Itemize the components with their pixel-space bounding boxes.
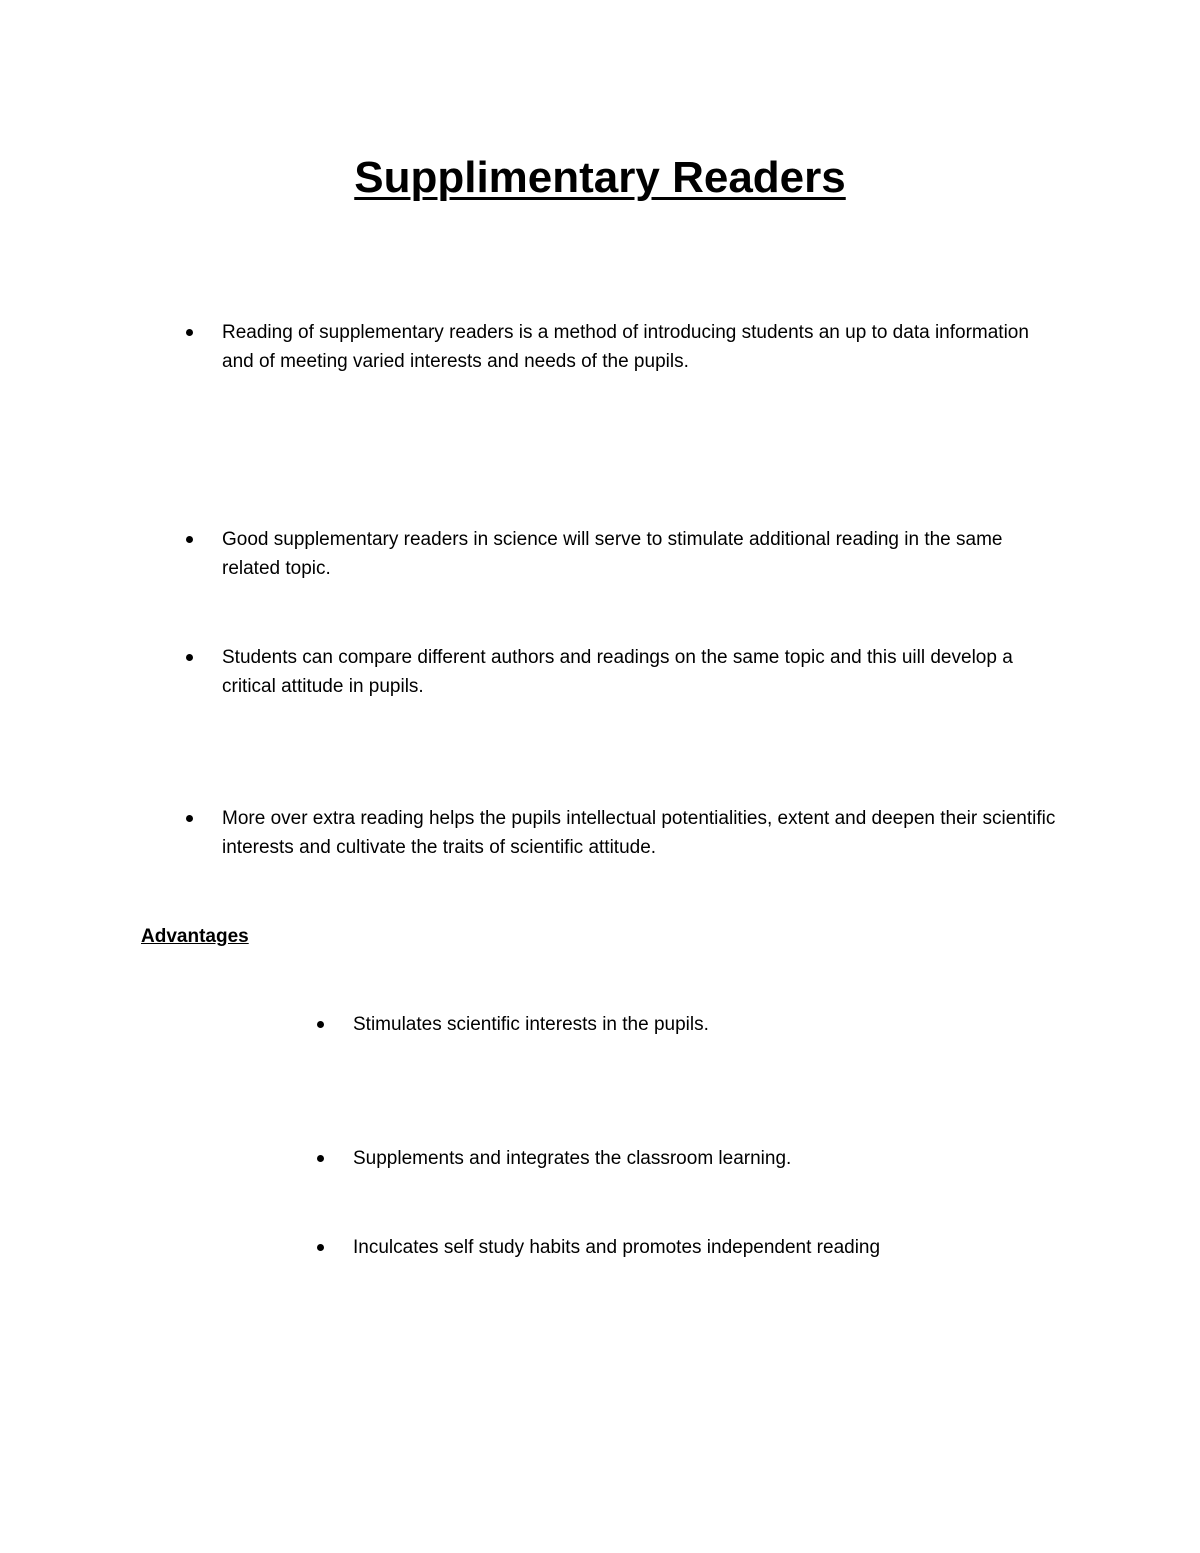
bullet-icon xyxy=(317,1155,324,1162)
advantage-item-1 xyxy=(353,1010,1113,1039)
main-point-4 xyxy=(222,804,1062,862)
advantage-item-3-text: Inculcates self study habits and promotes independent reading xyxy=(353,1237,881,1258)
main-point-2-text: Good supplementary readers in science will serve to stimulate additional reading in the same related topic. xyxy=(222,529,1003,579)
advantage-item-3 xyxy=(353,1233,1113,1262)
main-point-3-text: Students can compare different authors and readings on the same topic and this uill develop a critical attitude in pupils. xyxy=(222,647,1013,697)
bullet-icon xyxy=(186,536,193,543)
main-point-4-text: More over extra reading helps the pupils intellectual potentialities, extent and deepen their scientific interests and cultivate the traits of scientific attitude. xyxy=(222,808,1056,858)
advantage-item-2-text: Supplements and integrates the classroom learning. xyxy=(353,1148,792,1169)
main-point-1 xyxy=(222,318,1062,376)
bullet-icon xyxy=(317,1244,324,1251)
main-point-2 xyxy=(222,525,1062,583)
advantage-item-2 xyxy=(353,1144,1113,1173)
bullet-icon xyxy=(186,815,193,822)
bullet-icon xyxy=(186,654,193,661)
advantage-item-1-text: Stimulates scientific interests in the pupils. xyxy=(353,1014,709,1035)
main-point-1-text: Reading of supplementary readers is a method of introducing students an up to data information and of meeting varied interests and needs of the pupils. xyxy=(222,322,1029,372)
page-title xyxy=(0,148,1200,208)
main-point-3 xyxy=(222,643,1062,701)
bullet-icon xyxy=(186,329,193,336)
bullet-icon xyxy=(317,1021,324,1028)
page-title-text: Supplimentary Readers xyxy=(354,153,846,202)
advantages-heading: Advantages xyxy=(141,926,249,947)
